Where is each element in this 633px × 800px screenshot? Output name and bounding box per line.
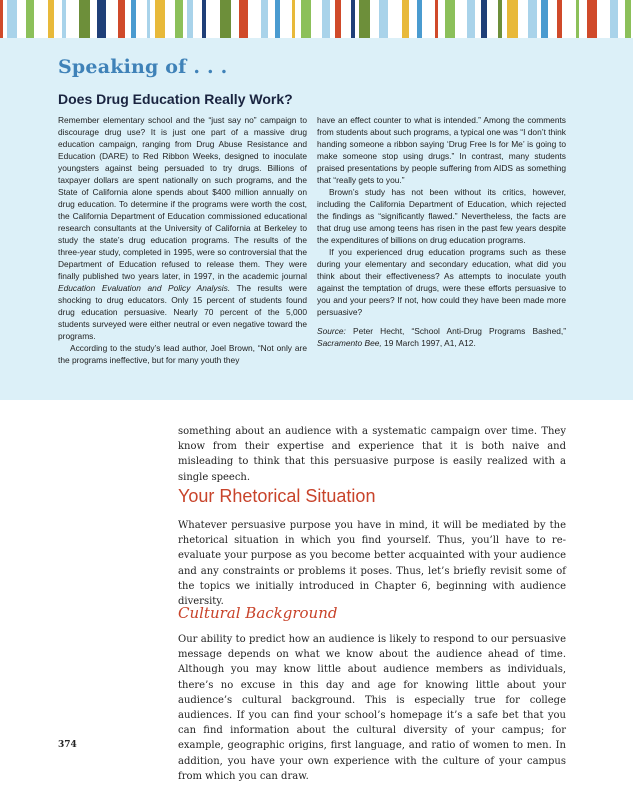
journal-title: Education Evaluation and Policy Analysis. <box>58 283 231 293</box>
stripe <box>557 0 562 38</box>
stripe <box>147 0 150 38</box>
stripe <box>0 0 3 38</box>
stripe <box>417 0 422 38</box>
stripe <box>275 0 280 38</box>
stripe <box>131 0 136 38</box>
section-heading: Your Rhetorical Situation <box>178 486 376 506</box>
stripe <box>118 0 125 38</box>
stripe <box>507 0 518 38</box>
stripe <box>202 0 206 38</box>
stripe <box>445 0 455 38</box>
stripe <box>335 0 341 38</box>
stripe <box>239 0 248 38</box>
paragraph-text: The results were shocking to drug educators. Only 15 percent of students found drug education persuasive. Nearly 70 percent of the 5,000 students surveyed were either neutral or even negative toward the programs. <box>58 283 307 341</box>
paragraph-text: Our ability to predict how an audience is likely to respond to our persuasive message depends on what we know about the audience ahead of time. Although you may know little about audience members as individuals, there’s no excuse in this day and age for knowing little about your audience’s cultural background. This is especially true for college audiences. If you can find your school’s homepage it’s a safe bet that you can find information about the cultural diversity of your campus; for example, geographic origins, first language, and ratio of women to men. In addition, you have your own experience with the culture of your campus from which you can draw. <box>178 634 566 782</box>
stripe <box>175 0 183 38</box>
stripe <box>301 0 311 38</box>
stripe <box>79 0 90 38</box>
stripe <box>610 0 618 38</box>
stripe <box>322 0 330 38</box>
source-citation <box>317 325 566 349</box>
sidebar-column-right <box>317 114 566 349</box>
stripe <box>155 0 165 38</box>
subsection-heading: Cultural Background <box>178 604 338 622</box>
stripe <box>541 0 548 38</box>
stripe <box>379 0 388 38</box>
stripe <box>467 0 475 38</box>
stripe <box>587 0 597 38</box>
main-paragraph <box>178 632 566 784</box>
paragraph-text: Whatever persuasive purpose you have in mind, it will be mediated by the rhetorical situation in which you find yourself. Thus, you’ll have to re-evaluate your purpose as you become better acquainted with your audience and any constraints or problems it poses. Thus, let’s briefly revisit some of the topics we initially introduced in Chapter 6, beginning with audience diversity. <box>178 520 566 608</box>
source-text: 19 March 1997, A1, A12. <box>381 338 476 348</box>
stripe <box>7 0 17 38</box>
stripe <box>292 0 295 38</box>
paragraph-text: Remember elementary school and the “just say no” campaign to discourage drug use? It is just one part of a massive drug education campaign, ranging from Drug Abuse Resistance and Education (DARE) to Red Ribbon Weeks, designed to inoculate youngsters against being persuaded to try drugs. Billions of taxpayer dollars are spent nationally on such programs, and the State of California alone spends about $400 million annually on drug education. To determine if the programs were worth the cost, the California Department of Education commissioned educational research consultants at the University of California at Berkeley to study the state’s drug education programs. The results of the three-year study, completed in 1995, were so controversial that the Department of Education refused to release them. They were finally published two years later, in 1997, in the academic journal <box>58 115 307 281</box>
source-label: Source: <box>317 326 346 336</box>
stripe <box>261 0 268 38</box>
stripe <box>576 0 579 38</box>
sidebar-column-left <box>58 114 307 366</box>
stripe <box>97 0 106 38</box>
stripe <box>62 0 66 38</box>
stripe <box>435 0 438 38</box>
sidebar-paragraph: If you experienced drug education programs such as these during your elementary and secondary education, what did you think about their effectiveness? As attempts to inoculate youth against the temptation of drugs, were these efforts persuasive to you and your peers? If not, how could they have been made more persuasive? <box>317 247 566 317</box>
stripe <box>528 0 537 38</box>
stripe <box>187 0 193 38</box>
decorative-stripe-band <box>0 0 633 38</box>
sidebar-paragraph: According to the study’s lead author, Joel Brown, “Not only are the programs ineffective, but for many youth they <box>58 343 307 365</box>
main-intro-paragraph <box>178 424 566 485</box>
stripe <box>359 0 370 38</box>
stripe <box>402 0 409 38</box>
stripe <box>48 0 54 38</box>
stripe <box>26 0 34 38</box>
sidebar-paragraph: Brown’s study has not been without its critics, however, including the California Department of Education, which rejected the findings as “significantly flawed.” Nevertheless, the facts are that drug use among teens has risen in the past few years despite the expenditures of billions on drug education programs. <box>317 187 566 245</box>
sidebar-paragraph <box>58 114 307 342</box>
sidebar-title: Speaking of . . . <box>58 56 228 78</box>
stripe <box>351 0 355 38</box>
main-paragraph <box>178 518 566 609</box>
stripe <box>625 0 631 38</box>
sidebar-paragraph: have an effect counter to what is intended.” Among the comments from students about such programs, a typical one was “I don’t think handing someone a ribbon saying ‘Drug Free Is for Me’ is going to make someone stop using drugs.” In contrast, many students praised presentations by people suffering from AIDS as something that “really gets to you.” <box>317 115 566 185</box>
sidebar-subtitle: Does Drug Education Really Work? <box>58 91 293 107</box>
stripe <box>481 0 487 38</box>
source-publication: Sacramento Bee, <box>317 338 382 348</box>
source-text: Peter Hecht, “School Anti-Drug Programs Bashed,” <box>345 326 566 336</box>
page-number: 374 <box>58 740 77 750</box>
stripe <box>220 0 231 38</box>
stripe <box>498 0 502 38</box>
paragraph-text: something about an audience with a systematic campaign over time. They know from their expertise and experience that it is both naive and misleading to think that this persuasive purpose is easily realized with a single speech. <box>178 426 566 483</box>
